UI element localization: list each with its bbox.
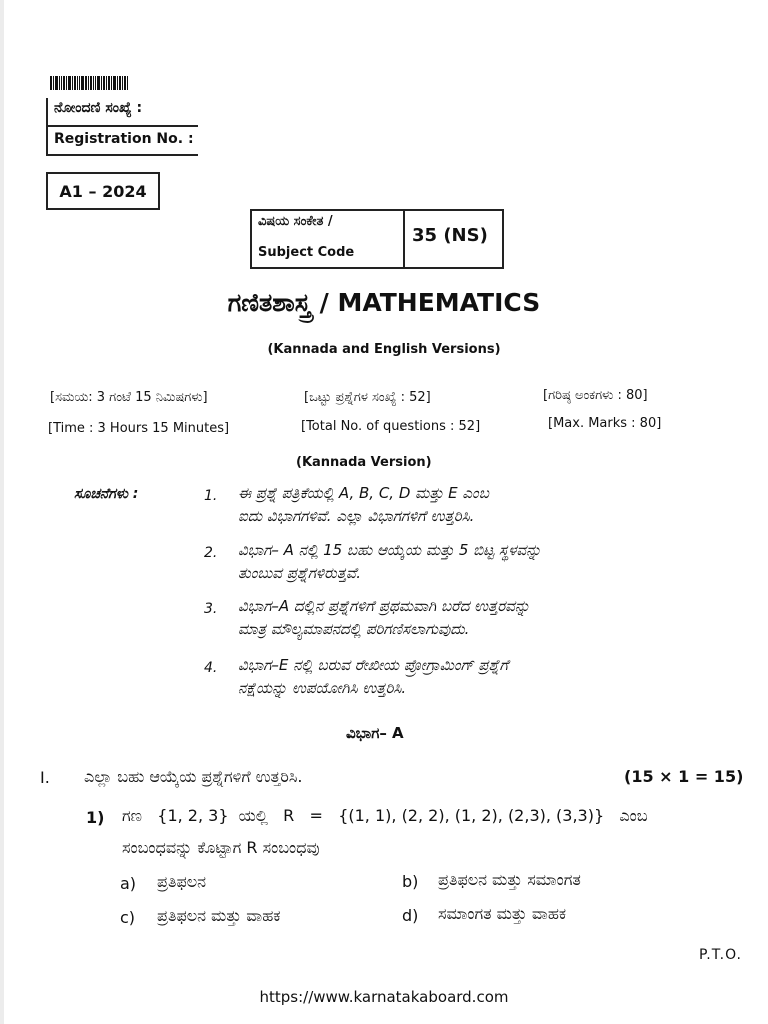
option-text: ಪ್ರತಿಫಲನ ಮತ್ತು ವಾಹಕ — [157, 906, 281, 925]
option-text: ಪ್ರತಿಫಲನ — [157, 872, 206, 891]
option-label: a) — [120, 874, 137, 893]
section-a-heading: ವಿಭಾಗ– A — [346, 724, 404, 742]
instruction-item — [238, 482, 708, 528]
marks-english: [Max. Marks : 80] — [548, 416, 662, 431]
option-label: b) — [402, 872, 419, 891]
instruction-item — [238, 595, 708, 641]
instruction-line: ಈ ಪ್ರಶ್ನೆ ಪತ್ರಿಕೆಯಲ್ಲಿ A, B, C, D ಮತ್ತು E ಎಂಬ — [238, 484, 489, 502]
time-kannada: [ಸಮಯ: 3 ಗಂಟೆ 15 ನಿಮಿಷಗಳು] — [50, 390, 208, 405]
question-group-text: ಎಲ್ಲಾ ಬಹು ಆಯ್ಕೆಯ ಪ್ರಶ್ನೆಗಳಿಗೆ ಉತ್ತರಿಸಿ. — [84, 767, 303, 786]
subject-code-label-kannada: ವಿಷಯ ಸಂಕೇತ / — [258, 214, 333, 229]
question-group-number: I. — [40, 768, 50, 787]
question-text-line: ಗಣ {1, 2, 3} ಯಲ್ಲಿ R = {(1, 1), (2, 2), (1, 2), (2,3), (3,3)} ಎಂಬ — [122, 806, 648, 825]
paper-code: A1 – 2024 — [59, 181, 147, 201]
instructions-label: ಸೂಚನೆಗಳು : — [74, 486, 139, 502]
registration-divider — [48, 125, 198, 127]
instruction-item — [238, 539, 708, 585]
instruction-line: ಐದು ವಿಭಾಗಗಳಿವೆ. ಎಲ್ಲಾ ವಿಭಾಗಗಳಿಗೆ ಉತ್ತರಿಸಿ. — [238, 507, 475, 525]
option-text: ಸಮಾಂಗತ ಮತ್ತು ವಾಹಕ — [438, 904, 567, 923]
paper-code-box — [46, 172, 160, 210]
marks-kannada: [ಗರಿಷ್ಠ ಅಂಕಗಳು : 80] — [543, 388, 648, 403]
option-label: c) — [120, 908, 136, 927]
instruction-line: ವಿಭಾಗ– A ನಲ್ಲಿ 15 ಬಹು ಆಯ್ಕೆಯ ಮತ್ತು 5 ಬಿಟ್ಟ ಸ್ಥಳವನ್ನು — [238, 541, 542, 559]
instruction-line: ನಕ್ಷೆಯನ್ನು ಉಪಯೋಗಿಸಿ ಉತ್ತರಿಸಿ. — [238, 679, 407, 697]
option-text: ಪ್ರತಿಫಲನ ಮತ್ತು ಸಮಾಂಗತ — [438, 870, 581, 889]
footer-url: https://www.karnatakaboard.com — [259, 988, 509, 1006]
registration-label-english: Registration No. : — [54, 131, 194, 147]
instruction-line: ಮಾತ್ರ ಮೌಲ್ಯಮಾಪನದಲ್ಲಿ ಪರಿಗಣಿಸಲಾಗುವುದು. — [238, 620, 470, 638]
subject-code-divider — [403, 211, 405, 267]
question-text-line: ಸಂಬಂಧವನ್ನು ಕೊಟ್ಟಾಗ R ಸಂಬಂಧವು — [122, 838, 320, 857]
question-number: 1) — [86, 808, 105, 827]
instruction-number: 3. — [204, 601, 218, 617]
instruction-line: ತುಂಬುವ ಪ್ರಶ್ನೆಗಳಿರುತ್ತವೆ. — [238, 564, 362, 582]
version-heading: (Kannada Version) — [296, 455, 432, 470]
time-english: [Time : 3 Hours 15 Minutes] — [48, 421, 230, 436]
instruction-number: 4. — [204, 660, 218, 676]
questions-kannada: [ಒಟ್ಟು ಪ್ರಶ್ನೆಗಳ ಸಂಖ್ಯೆ : 52] — [304, 390, 431, 405]
instruction-number: 1. — [204, 488, 218, 504]
page-subtitle: (Kannada and English Versions) — [267, 342, 501, 357]
registration-box — [46, 98, 198, 156]
instruction-number: 2. — [204, 545, 218, 561]
pto-marker: P.T.O. — [699, 947, 742, 963]
instruction-item — [238, 654, 708, 700]
scan-edge — [0, 0, 4, 1024]
subject-code-value: 35 (NS) — [412, 225, 488, 246]
subject-code-label-english: Subject Code — [258, 245, 355, 260]
option-label: d) — [402, 906, 419, 925]
instruction-line: ವಿಭಾಗ–E ನಲ್ಲಿ ಬರುವ ರೇಖೀಯ ಪ್ರೋಗ್ರಾಮಿಂಗ್ ಪ್ರಶ್ನೆಗೆ — [238, 656, 509, 674]
registration-label-kannada: ನೋಂದಣಿ ಸಂಖ್ಯೆ : — [54, 100, 143, 116]
subject-code-box — [250, 209, 504, 269]
instruction-line: ವಿಭಾಗ–A ದಲ್ಲಿನ ಪ್ರಶ್ನೆಗಳಿಗೆ ಪ್ರಥಮವಾಗಿ ಬರೆದ ಉತ್ತರವನ್ನು — [238, 597, 530, 615]
questions-english: [Total No. of questions : 52] — [301, 419, 481, 434]
page-title: ಗಣಿತಶಾಸ್ತ್ರ / MATHEMATICS — [227, 288, 541, 317]
barcode — [50, 76, 150, 90]
question-group-marks: (15 × 1 = 15) — [624, 767, 744, 786]
